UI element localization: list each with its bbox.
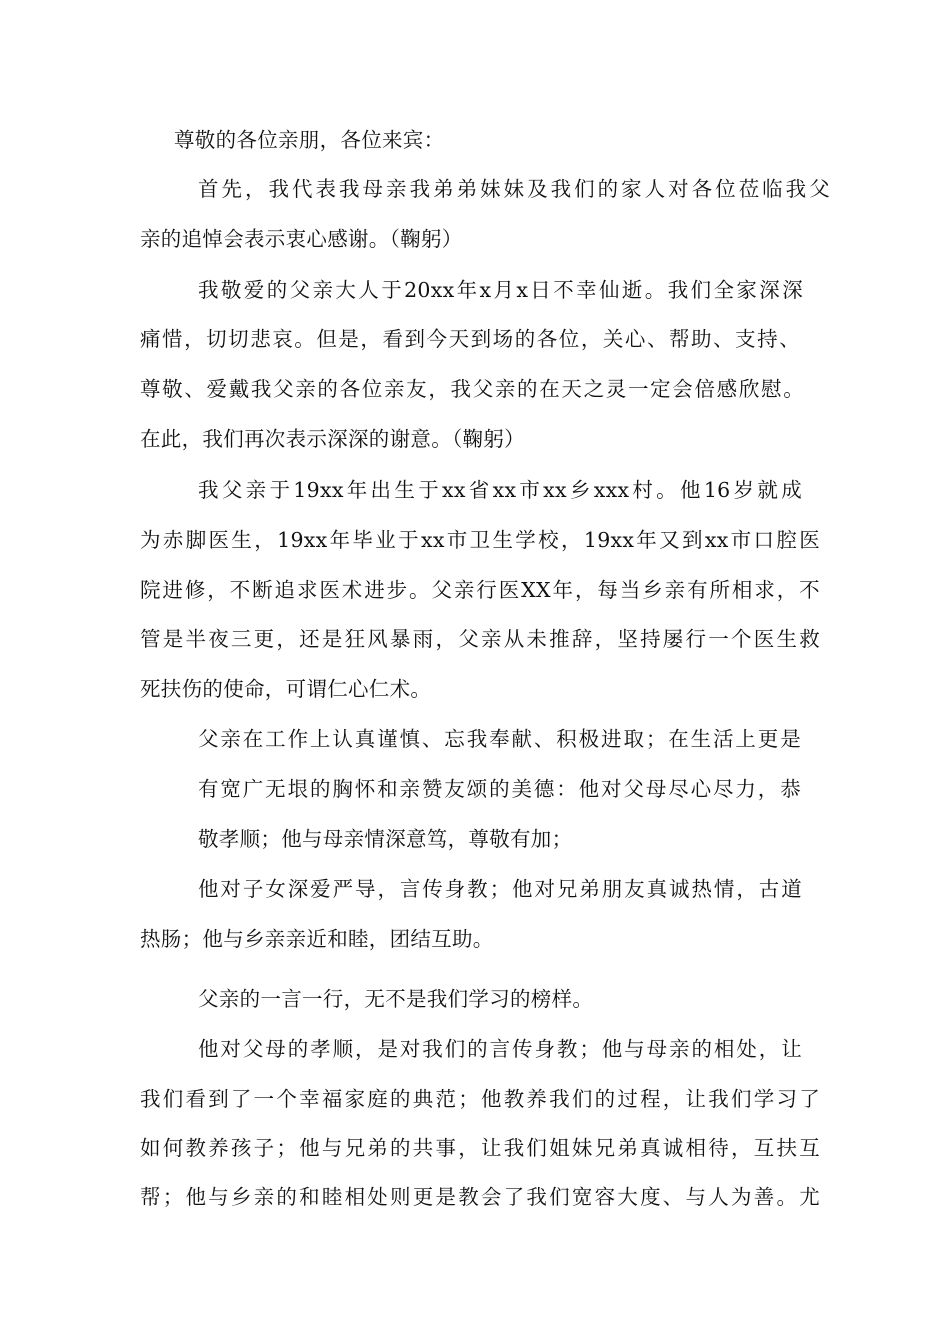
paragraph-line: 他对子女深爱严导，言传身教；他对兄弟朋友真诚热情，古道 [198, 877, 802, 901]
paragraph-line: 他对父母的孝顺，是对我们的言传身教；他与母亲的相处，让 [198, 1037, 802, 1061]
paragraph-line: 父亲在工作上认真谨慎、忘我奉献、积极进取；在生活上更是 [198, 727, 801, 751]
paragraph-line: 在此，我们再次表示深深的谢意。（鞠躬） [140, 427, 525, 451]
paragraph-line: 死扶伤的使命，可谓仁心仁术。 [140, 677, 432, 701]
paragraph-line: 我敬爱的父亲大人于20xx年x月x日不幸仙逝。我们全家深深 [198, 278, 803, 302]
paragraph-line: 痛惜，切切悲哀。但是，看到今天到场的各位，关心、帮助、支持、 [140, 327, 800, 351]
paragraph-line: 父亲的一言一行，无不是我们学习的榜样。 [198, 987, 594, 1011]
paragraph-line: 帮；他与乡亲的和睦相处则更是教会了我们宽容大度、与人为善。尤 [140, 1185, 820, 1209]
paragraph-line: 敬孝顺；他与母亲情深意笃，尊敬有加； [198, 827, 573, 851]
paragraph-line: 我父亲于19xx年出生于xx省xx市xx乡xxx村。他16岁就成 [198, 478, 802, 502]
paragraph-line: 管是半夜三更，还是狂风暴雨，父亲从未推辞，坚持屡行一个医生救 [140, 627, 820, 651]
paragraph-line: 我们看到了一个幸福家庭的典范；他教养我们的过程，让我们学习了 [140, 1087, 820, 1111]
paragraph-line: 首先，我代表我母亲我弟弟妹妹及我们的家人对各位莅临我父 [198, 177, 830, 201]
paragraph-line: 热肠；他与乡亲亲近和睦，团结互助。 [140, 927, 494, 951]
paragraph-line: 尊敬、爱戴我父亲的各位亲友，我父亲的在天之灵一定会倍感欣慰。 [140, 377, 804, 401]
paragraph-line: 为赤脚医生，19xx年毕业于xx市卫生学校，19xx年又到xx市口腔医 [140, 528, 820, 552]
paragraph-line: 如何教养孩子；他与兄弟的共事，让我们姐妹兄弟真诚相待，互扶互 [140, 1136, 820, 1160]
paragraph-line: 有宽广无垠的胸怀和亲赞友颂的美德：他对父母尽心尽力，恭 [198, 777, 801, 801]
paragraph-line: 院进修，不断追求医术进步。父亲行医XX年，每当乡亲有所相求，不 [140, 578, 820, 602]
paragraph-line: 亲的追悼会表示衷心感谢。（鞠躬） [140, 227, 463, 251]
greeting-line: 尊敬的各位亲朋，各位来宾： [174, 128, 445, 152]
